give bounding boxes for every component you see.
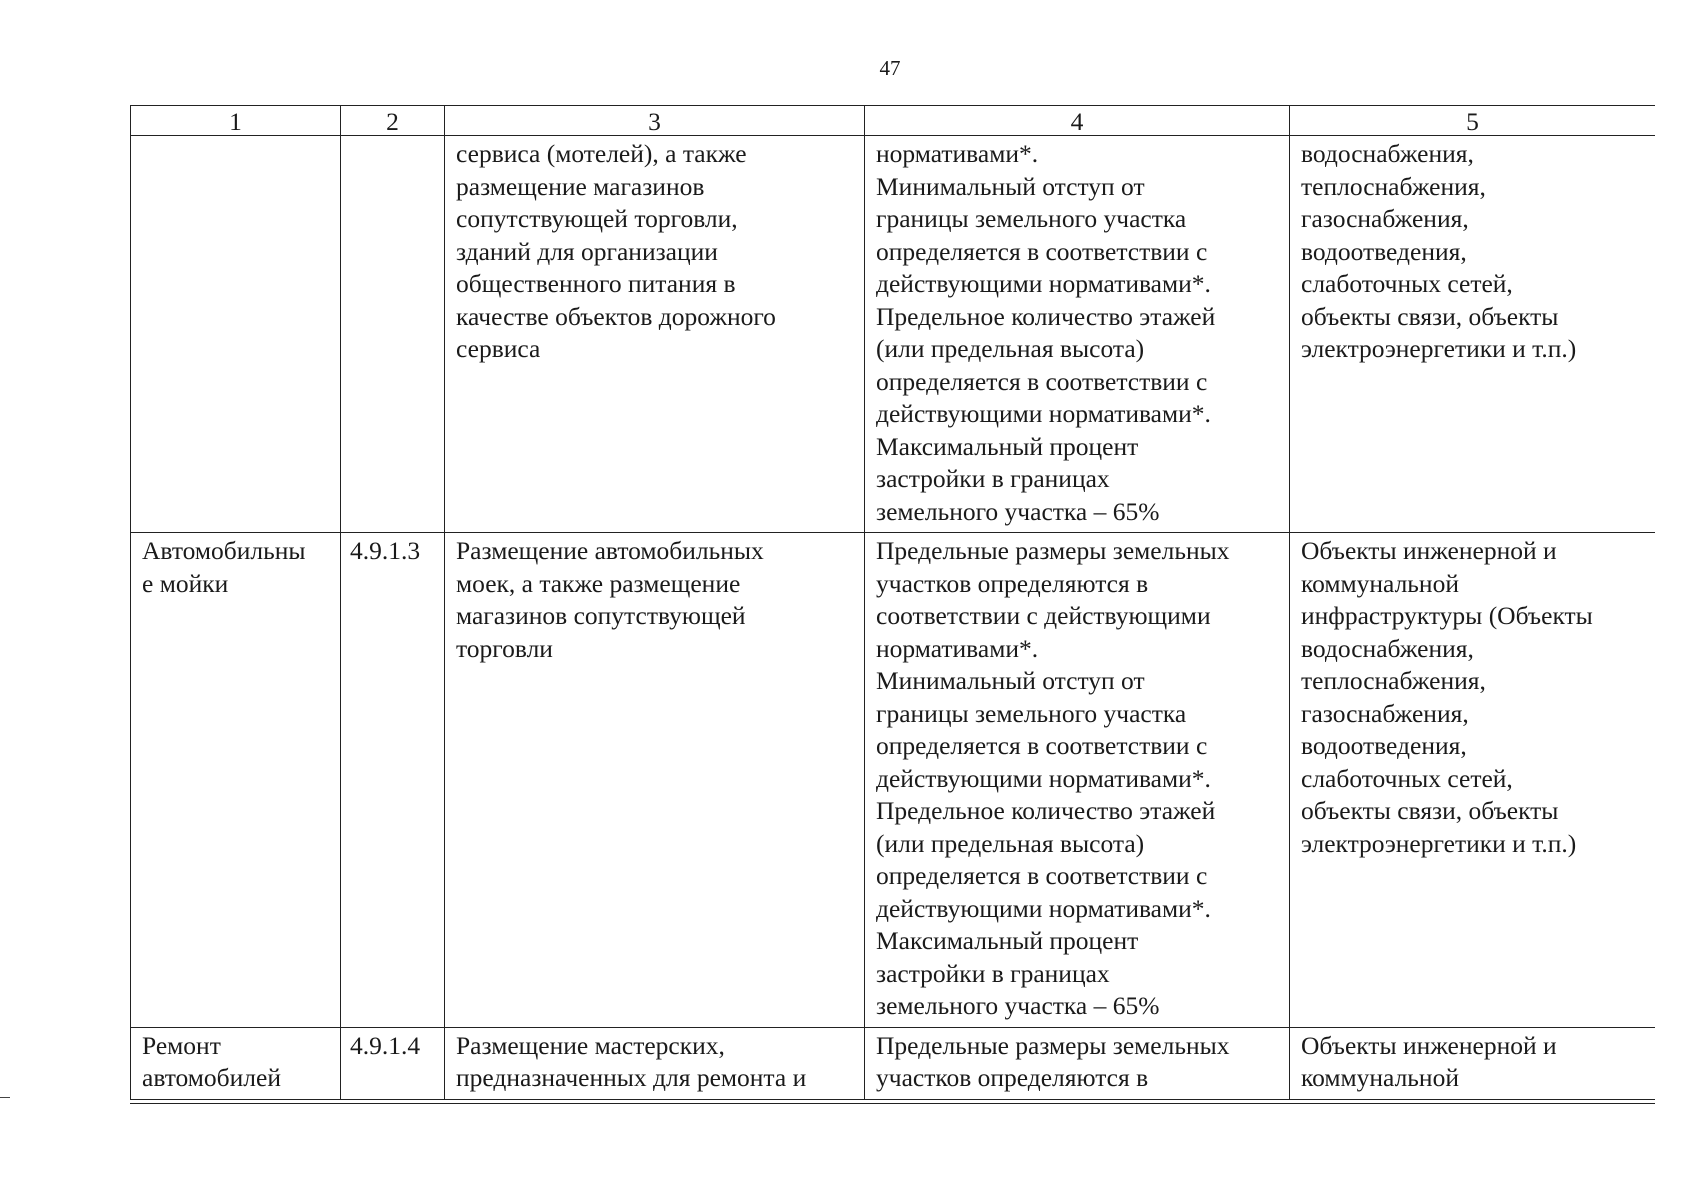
cell-use-name: Ремонт автомобилей xyxy=(131,1027,341,1099)
cell-auxiliary-uses: водоснабжения, теплоснабжения, газоснабжения, водоотведения, слаботочных сетей, объекты связи, объекты электроэнергетики и т.п.) xyxy=(1290,136,1656,533)
cell-use-parameters: Предельные размеры земельных участков определяются в xyxy=(865,1027,1290,1099)
cell-auxiliary-uses: Объекты инженерной и коммунальной инфраструктуры (Объекты водоснабжения, теплоснабжения, газоснабжения, водоотведения, слаботочных сетей, объекты связи, объекты электроэнергетики и т.п.) xyxy=(1290,533,1656,1028)
column-header-1: 1 xyxy=(131,106,341,136)
cell-use-code: 4.9.1.4 xyxy=(341,1027,445,1099)
cell-use-code xyxy=(341,136,445,533)
table-row-car-wash xyxy=(131,533,1656,1028)
cell-use-description: сервиса (мотелей), а также размещение магазинов сопутствующей торговли, зданий для организации общественного питания в качестве объектов дорожного сервиса xyxy=(445,136,865,533)
column-header-5: 5 xyxy=(1290,106,1656,136)
cell-use-name xyxy=(131,136,341,533)
column-header-4: 4 xyxy=(865,106,1290,136)
cell-use-name: Автомобильны е мойки xyxy=(131,533,341,1028)
land-use-table-container xyxy=(130,105,1655,1104)
cell-use-description: Размещение автомобильных моек, а также размещение магазинов сопутствующей торговли xyxy=(445,533,865,1028)
land-use-table xyxy=(130,105,1655,1100)
cell-use-code: 4.9.1.3 xyxy=(341,533,445,1028)
table-row-car-repair xyxy=(131,1027,1656,1099)
table-header-row xyxy=(131,106,1656,136)
scan-edge-mark xyxy=(0,1097,10,1098)
cell-use-parameters: нормативами*. Минимальный отступ от границы земельного участка определяется в соответствии с действующими нормативами*. Предельное количество этажей (или предельная высота) определяется в соответствии с действующими нормативами*. Максимальный процент застройки в границах земельного участка – 65% xyxy=(865,136,1290,533)
cell-auxiliary-uses: Объекты инженерной и коммунальной xyxy=(1290,1027,1656,1099)
column-header-3: 3 xyxy=(445,106,865,136)
table-row-continued xyxy=(131,136,1656,533)
cell-use-description: Размещение мастерских, предназначенных для ремонта и xyxy=(445,1027,865,1099)
cell-use-parameters: Предельные размеры земельных участков определяются в соответствии с действующими нормативами*. Минимальный отступ от границы земельного участка определяется в соответствии с действующими нормативами*. Предельное количество этажей (или предельная высота) определяется в соответствии с действующими нормативами*. Максимальный процент застройки в границах земельного участка – 65% xyxy=(865,533,1290,1028)
column-header-2: 2 xyxy=(341,106,445,136)
page-number: 47 xyxy=(879,56,901,80)
